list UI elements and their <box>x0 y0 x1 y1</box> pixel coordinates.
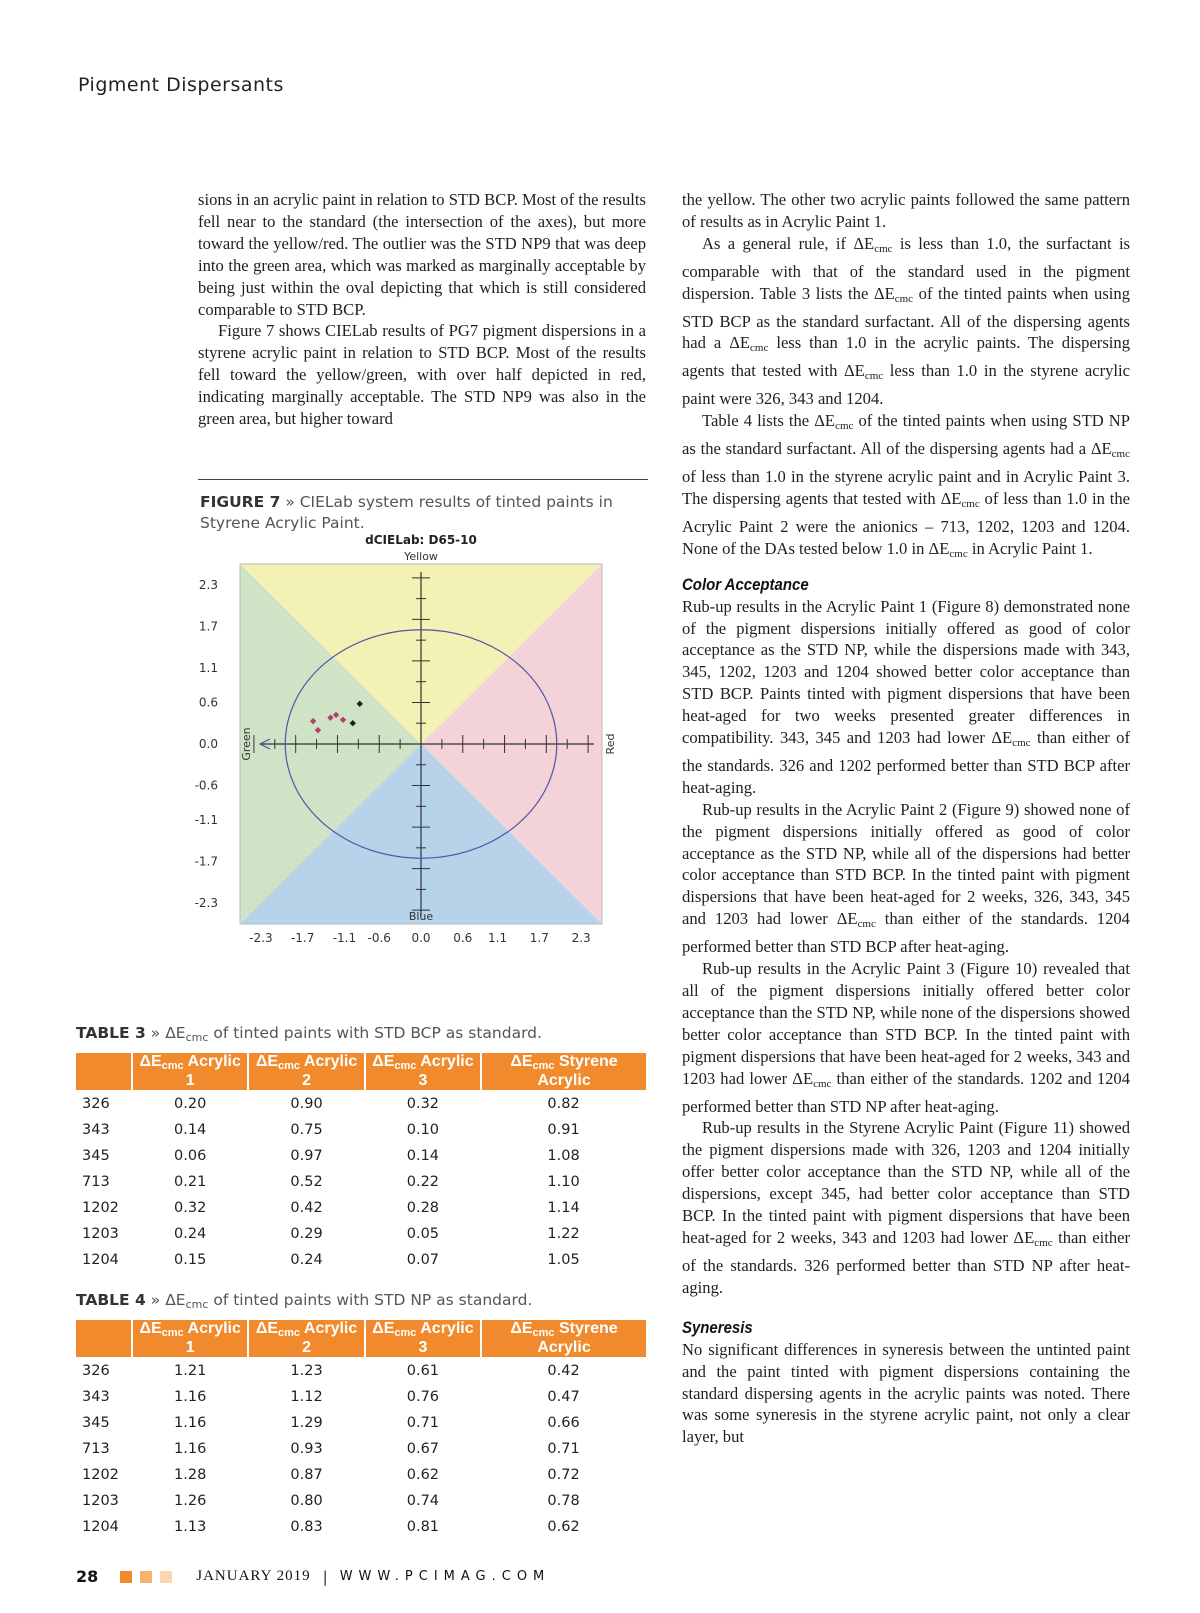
table-cell: 0.24 <box>132 1221 248 1247</box>
row-label: 1204 <box>76 1514 132 1540</box>
right-column-text <box>682 189 1130 1448</box>
table-column-header: $\Delta E_{cmc}$ Acrylic 1 <box>132 1053 248 1091</box>
table-cell: 1.10 <box>481 1169 646 1195</box>
table-cell: 1.13 <box>132 1514 248 1540</box>
page-number: 28 <box>76 1567 99 1586</box>
table4-label: TABLE 4 <box>76 1291 146 1309</box>
table-cell: 0.52 <box>248 1169 364 1195</box>
table-row <box>76 1221 646 1247</box>
table-row <box>76 1488 646 1514</box>
row-label: 343 <box>76 1384 132 1410</box>
row-label: 1204 <box>76 1247 132 1273</box>
table-cell: 0.74 <box>365 1488 481 1514</box>
paragraph: As a general rule, if $\Delta E_{cmc}$ is less than 1.0, the surfactant is comparable with that of the standard used in the pigment dispersion. Table 3 lists the $\Delta E_{cmc}$ of the tinted paints when using STD BCP as the standard surfactant. All of the dispersing agents had a $\Delta E_{cmc}$ less than 1.0 in the acrylic paints. The dispersing agents that tested with $\Delta E_{cmc}$ less than 1.0 in the styrene acrylic paint were 326, 343 and 1204. <box>682 233 1131 409</box>
table-cell: 0.29 <box>248 1221 364 1247</box>
x-tick-label: 1.1 <box>488 931 508 945</box>
table-row <box>76 1462 646 1488</box>
cielab-chart-svg <box>190 533 640 988</box>
table-row <box>76 1117 646 1143</box>
table-cell: 1.23 <box>248 1358 364 1384</box>
footer-square-icon <box>160 1571 172 1583</box>
table-column-header: $\Delta E_{cmc}$ Acrylic 1 <box>132 1320 248 1358</box>
table-row <box>76 1195 646 1221</box>
table-cell: 0.05 <box>365 1221 481 1247</box>
x-tick-label: -2.3 <box>249 931 273 945</box>
table-cell: 0.97 <box>248 1143 364 1169</box>
table-row <box>76 1436 646 1462</box>
paragraph: No significant differences in syneresis between the untinted paint and the paint tinted with pigment dispersions containing the standard dispersing agents in the acrylic paints was noted. There was some syneresis in the styrene acrylic paint, not only a clear layer, but <box>682 1339 1130 1447</box>
section-heading-color-acceptance: Color Acceptance <box>682 574 809 594</box>
figure-arrow: » <box>285 493 295 511</box>
y-tick-label: 1.7 <box>198 619 218 634</box>
table3-caption <box>76 1024 542 1044</box>
figure-label: FIGURE 7 <box>200 493 281 511</box>
table-cell: 1.05 <box>481 1247 646 1273</box>
table-cell: 1.16 <box>132 1384 248 1410</box>
table-cell: 1.16 <box>132 1410 248 1436</box>
paragraph: the yellow. The other two acrylic paints followed the same pattern of results as in Acrylic Paint 1. <box>682 190 1130 231</box>
table-column-header: $\Delta E_{cmc}$ Acrylic 2 <box>248 1320 364 1358</box>
paragraph: Rub-up results in the Acrylic Paint 2 (Figure 9) showed none of the pigment dispersions initially offered as good of color acceptance as the STD NP, while all of the dispersions had better color acceptance than STD BCP. In the tinted paint with pigment dispersions that have been heat-aged for 2 weeks, 326, 343, 345 and 1203 had lower $\Delta E_{cmc}$ than either of the standards. 1204 performed better than STD BCP after heat-aging. <box>682 799 1130 957</box>
footer-square-icon <box>140 1571 152 1583</box>
table-cell: 0.06 <box>132 1143 248 1169</box>
row-label: 1202 <box>76 1462 132 1488</box>
table-column-header: $\Delta E_{cmc}$ Acrylic 2 <box>248 1053 364 1091</box>
blue-axis-label: Blue <box>408 910 434 923</box>
table-cell: 0.75 <box>248 1117 364 1143</box>
table-cell: 0.28 <box>365 1195 481 1221</box>
table-cell: 0.71 <box>481 1436 646 1462</box>
table-cell: 0.91 <box>481 1117 646 1143</box>
figure-caption <box>200 492 646 534</box>
table-cell: 0.14 <box>132 1117 248 1143</box>
table-header-blank <box>76 1053 132 1091</box>
row-label: 345 <box>76 1143 132 1169</box>
table-cell: 0.76 <box>365 1384 481 1410</box>
table-cell: 0.72 <box>481 1462 646 1488</box>
table-cell: 0.71 <box>365 1410 481 1436</box>
table-row <box>76 1384 646 1410</box>
table-row <box>76 1247 646 1273</box>
table-cell: 0.24 <box>248 1247 364 1273</box>
table-cell: 0.61 <box>365 1358 481 1384</box>
figure-rule <box>198 479 648 480</box>
row-label: 713 <box>76 1436 132 1462</box>
table4 <box>76 1320 646 1539</box>
table-cell: 0.14 <box>365 1143 481 1169</box>
table4-caption-text: of tinted paints with STD NP as standard. <box>208 1291 533 1309</box>
table-column-header: $\Delta E_{cmc}$ Acrylic 3 <box>365 1320 481 1358</box>
y-tick-label: 1.1 <box>198 660 218 675</box>
delta-e-symbol: ΔE <box>165 1291 186 1309</box>
table-cell: 0.93 <box>248 1436 364 1462</box>
row-label: 713 <box>76 1169 132 1195</box>
table3 <box>76 1053 646 1272</box>
paragraph: Figure 7 shows CIELab results of PG7 pigment dispersions in a styrene acrylic paint in relation to STD BCP. Most of the results fell toward the yellow/green, with over half depicted in red, indicating marginally acceptable. The STD NP9 was also in the green area, but higher toward <box>198 321 646 429</box>
paragraph: Table 4 lists the $\Delta E_{cmc}$ of the tinted paints when using STD NP as the standard surfactant. All of the dispersing agents had a $\Delta E_{cmc}$ of less than 1.0 in the styrene acrylic paint and in Acrylic Paint 3. The dispersing agents that tested with $\Delta E_{cmc}$ of less than 1.0 in the Acrylic Paint 2 were the anionics – 713, 1202, 1203 and 1204. None of the DAs tested below 1.0 in $\Delta E_{cmc}$ in Acrylic Paint 1. <box>682 411 1130 560</box>
delta-e-symbol: ΔE <box>165 1024 186 1042</box>
row-label: 326 <box>76 1358 132 1384</box>
cmc-subscript: cmc <box>185 1298 209 1311</box>
table-cell: 1.26 <box>132 1488 248 1514</box>
table-row <box>76 1169 646 1195</box>
y-tick-label: -0.6 <box>194 778 218 793</box>
table-cell: 0.32 <box>365 1091 481 1117</box>
table3-label: TABLE 3 <box>76 1024 146 1042</box>
paragraph: Rub-up results in the Acrylic Paint 3 (Figure 10) revealed that all of the pigment dispersions initially offered better color acceptance than the STD NP, while none of the dispersions showed better color acceptance than STD BCP. In the tinted paint with pigment dispersions that have been heat-aged for 2 weeks, 343 and 1203 had lower $\Delta E_{cmc}$ than either of the standards. 1202 and 1204 performed better than STD NP after heat-aging. <box>682 959 1131 1116</box>
table-column-header: $\Delta E_{cmc}$ Acrylic 3 <box>365 1053 481 1091</box>
table-cell: 1.28 <box>132 1462 248 1488</box>
table-cell: 0.81 <box>365 1514 481 1540</box>
table-cell: 0.82 <box>481 1091 646 1117</box>
x-tick-label: 1.7 <box>529 931 549 945</box>
table-row <box>76 1143 646 1169</box>
footer-separator: | <box>322 1567 328 1586</box>
table-cell: 1.16 <box>132 1436 248 1462</box>
page-footer <box>76 1567 550 1586</box>
table-cell: 0.15 <box>132 1247 248 1273</box>
table-header-blank <box>76 1320 132 1358</box>
table-cell: 0.21 <box>132 1169 248 1195</box>
paragraph: sions in an acrylic paint in relation to STD BCP. Most of the results fell near to the standard (the intersection of the axes), but more toward the yellow/red. The outlier was the STD NP9 that was deep into the green area, which was marked as marginally acceptable by being just within the oval depicting that which is still considered comparable to STD BCP. <box>198 190 646 319</box>
table-cell: 0.87 <box>248 1462 364 1488</box>
table4-caption <box>76 1291 532 1311</box>
table-cell: 0.32 <box>132 1195 248 1221</box>
table-column-header: $\Delta E_{cmc}$ Styrene Acrylic <box>481 1320 646 1358</box>
table-cell: 0.78 <box>481 1488 646 1514</box>
x-tick-label: 2.3 <box>571 931 591 945</box>
row-label: 326 <box>76 1091 132 1117</box>
table-cell: 1.08 <box>481 1143 646 1169</box>
x-tick-label: -1.7 <box>290 931 315 945</box>
table-cell: 0.67 <box>365 1436 481 1462</box>
table-cell: 0.42 <box>481 1358 646 1384</box>
table-cell: 0.62 <box>365 1462 481 1488</box>
green-axis-label: Green <box>240 727 253 761</box>
row-label: 1203 <box>76 1221 132 1247</box>
table-cell: 0.20 <box>132 1091 248 1117</box>
issue-date: JANUARY 2019 <box>196 1568 311 1584</box>
table-row <box>76 1410 646 1436</box>
yellow-axis-label: Yellow <box>404 550 438 563</box>
cmc-subscript: cmc <box>185 1031 209 1044</box>
table-cell: 0.80 <box>248 1488 364 1514</box>
paragraph: Rub-up results in the Acrylic Paint 1 (Figure 8) demonstrated none of the pigment dispersions initially offered as good of color acceptance as the STD NP, while the dispersions made with 343, 345, 1202, 1203 and 1204 showed better color acceptance than STD BCP. Paints tinted with pigment dispersions that have been heat-aged for two weeks presented greater differences in compatibility. 343, 345 and 1203 had lower $\Delta E_{cmc}$ than either of the standards. 326 and 1202 performed better than STD BCP after heat-aging. <box>682 596 1130 797</box>
chart-title: dCIELab: D65-10 <box>365 533 477 547</box>
y-tick-label: -2.3 <box>194 896 218 911</box>
row-label: 343 <box>76 1117 132 1143</box>
red-axis-label: Red <box>604 733 617 755</box>
table-cell: 1.29 <box>248 1410 364 1436</box>
y-tick-label: 0.6 <box>198 695 218 710</box>
x-tick-label: -1.1 <box>332 931 357 945</box>
table-cell: 1.21 <box>132 1358 248 1384</box>
table-cell: 0.47 <box>481 1384 646 1410</box>
y-tick-label: -1.7 <box>194 854 218 869</box>
y-tick-label: -1.1 <box>194 813 218 828</box>
y-tick-label: 2.3 <box>198 577 218 592</box>
row-label: 1202 <box>76 1195 132 1221</box>
x-tick-label: 0.6 <box>453 931 473 945</box>
table-cell: 0.83 <box>248 1514 364 1540</box>
cielab-chart <box>190 533 640 988</box>
table-cell: 1.22 <box>481 1221 646 1247</box>
table-cell: 0.10 <box>365 1117 481 1143</box>
table-row <box>76 1091 646 1117</box>
footer-square-icon <box>120 1571 132 1583</box>
table-cell: 1.12 <box>248 1384 364 1410</box>
running-head: Pigment Dispersants <box>78 74 284 96</box>
left-column-text <box>198 189 646 430</box>
row-label: 345 <box>76 1410 132 1436</box>
table-cell: 0.42 <box>248 1195 364 1221</box>
table-cell: 0.07 <box>365 1247 481 1273</box>
table3-caption-text: of tinted paints with STD BCP as standard. <box>208 1024 542 1042</box>
table-row <box>76 1358 646 1384</box>
website-link[interactable]: WWW.PCIMAG.COM <box>339 1569 551 1584</box>
table-column-header: $\Delta E_{cmc}$ Styrene Acrylic <box>481 1053 646 1091</box>
row-label: 1203 <box>76 1488 132 1514</box>
table3-arrow: » <box>150 1024 161 1042</box>
table-cell: 0.22 <box>365 1169 481 1195</box>
x-tick-label: 0.0 <box>411 931 431 945</box>
section-heading-syneresis: Syneresis <box>682 1317 753 1337</box>
table-cell: 0.90 <box>248 1091 364 1117</box>
paragraph: Rub-up results in the Styrene Acrylic Paint (Figure 11) showed the pigment dispersions made with 326, 1203 and 1204 initially offer better color acceptance than the STD NP, while all of the dispersions, except 345, had better color acceptance than STD BCP. In the tinted paint with pigment dispersions that have been heat-aged for 2 weeks, 343 and 1203 had lower $\Delta E_{cmc}$ than either of the standards. 326 performed better than STD NP after heat-aging. <box>682 1118 1131 1297</box>
table-cell: 0.66 <box>481 1410 646 1436</box>
table-cell: 1.14 <box>481 1195 646 1221</box>
x-tick-label: -0.6 <box>367 931 391 945</box>
table-cell: 0.62 <box>481 1514 646 1540</box>
table4-arrow: » <box>150 1291 161 1309</box>
figure-caption-text: CIELab system results of tinted paints in Styrene Acrylic Paint. <box>200 493 613 532</box>
y-tick-label: 0.0 <box>198 737 218 751</box>
table-row <box>76 1514 646 1540</box>
